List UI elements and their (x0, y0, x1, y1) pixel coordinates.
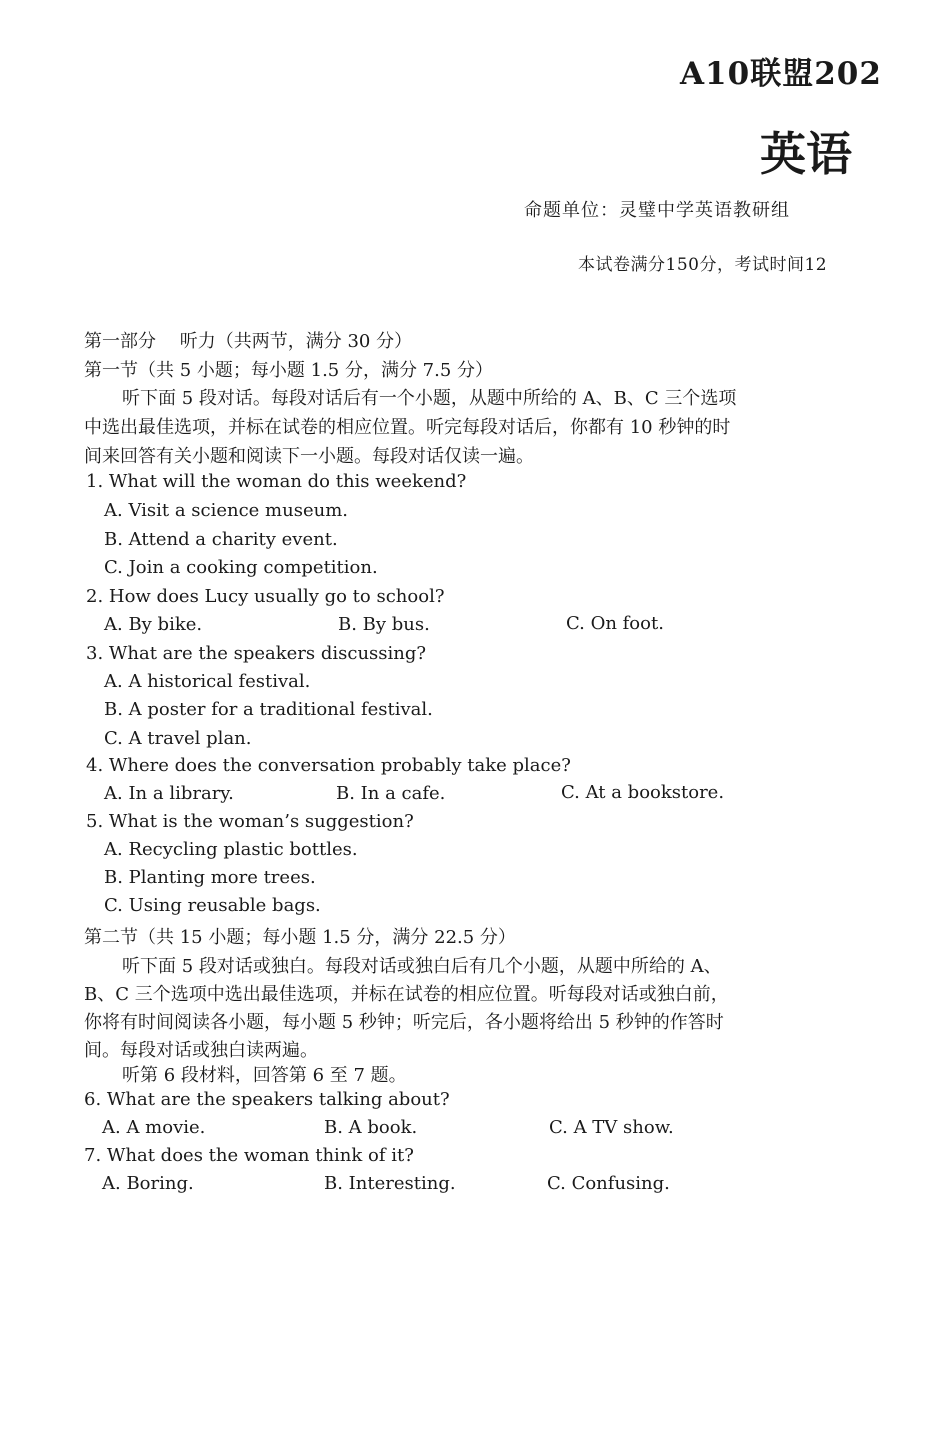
answer-option: A. By bike. (104, 614, 203, 635)
answer-option: B. Attend a charity event. (104, 529, 338, 550)
answer-option: C. At a bookstore. (561, 782, 725, 803)
answer-option: C. A travel plan. (104, 728, 252, 749)
answer-option: B. Planting more trees. (104, 867, 316, 888)
answer-option: A. In a library. (104, 783, 234, 804)
part1-title: 第一部分 听力（共两节，满分 30 分） (84, 331, 413, 352)
answer-option: A. A movie. (102, 1117, 206, 1138)
section2-instruction: B、C 三个选项中选出最佳选项，并标在试卷的相应位置。听每段对话或独白前， (84, 984, 729, 1005)
question-stem: 2. How does Lucy usually go to school? (86, 586, 445, 607)
section1-title: 第一节（共 5 小题；每小题 1.5 分，满分 7.5 分） (84, 360, 494, 381)
answer-option: C. Confusing. (547, 1173, 670, 1194)
answer-option: A. A historical festival. (104, 671, 311, 692)
section2-title: 第二节（共 15 小题；每小题 1.5 分，满分 22.5 分） (84, 927, 516, 948)
section1-instruction: 中选出最佳选项，并标在试卷的相应位置。听完每段对话后，你都有 10 秒钟的时 (84, 417, 731, 438)
answer-option: B. A poster for a traditional festival. (104, 699, 433, 720)
section1-instruction: 间来回答有关小题和阅读下一小题。每段对话仅读一遍。 (84, 446, 534, 467)
question-stem: 6. What are the speakers talking about? (84, 1089, 450, 1110)
question-stem: 4. Where does the conversation probably take place? (86, 755, 571, 776)
material-instruction: 听第 6 段材料，回答第 6 至 7 题。 (122, 1065, 407, 1086)
section2-instruction: 听下面 5 段对话或独白。每段对话或独白后有几个小题，从题中所给的 A、 (122, 956, 722, 977)
answer-option: A. Recycling plastic bottles. (104, 839, 358, 860)
section1-instruction: 听下面 5 段对话。每段对话后有一个小题，从题中所给的 A、B、C 三个选项 (122, 388, 737, 409)
answer-option: C. Using reusable bags. (104, 895, 321, 916)
answer-option: A. Boring. (102, 1173, 194, 1194)
section2-instruction: 间。每段对话或独白读两遍。 (84, 1040, 318, 1061)
exam-info-line: 本试卷满分150分，考试时间12 (578, 255, 828, 275)
answer-option: B. In a cafe. (336, 783, 446, 804)
question-stem: 3. What are the speakers discussing? (86, 643, 427, 664)
answer-option: C. A TV show. (549, 1117, 674, 1138)
question-stem: 7. What does the woman think of it? (84, 1145, 414, 1166)
answer-option: C. On foot. (566, 613, 664, 634)
answer-option: B. Interesting. (324, 1173, 456, 1194)
answer-option: B. By bus. (338, 614, 430, 635)
question-stem: 5. What is the woman’s suggestion? (86, 811, 414, 832)
subject-title: 英语 (760, 127, 852, 181)
answer-option: A. Visit a science museum. (104, 500, 348, 521)
answer-option: B. A book. (324, 1117, 418, 1138)
section2-instruction: 你将有时间阅读各小题，每小题 5 秒钟；听完后，各小题将给出 5 秒钟的作答时 (84, 1012, 724, 1033)
question-stem: 1. What will the woman do this weekend? (86, 471, 467, 492)
answer-option: C. Join a cooking competition. (104, 557, 378, 578)
organizer-line: 命题单位：灵璧中学英语教研组 (524, 200, 790, 221)
exam-title: A10联盟202 (680, 56, 882, 92)
